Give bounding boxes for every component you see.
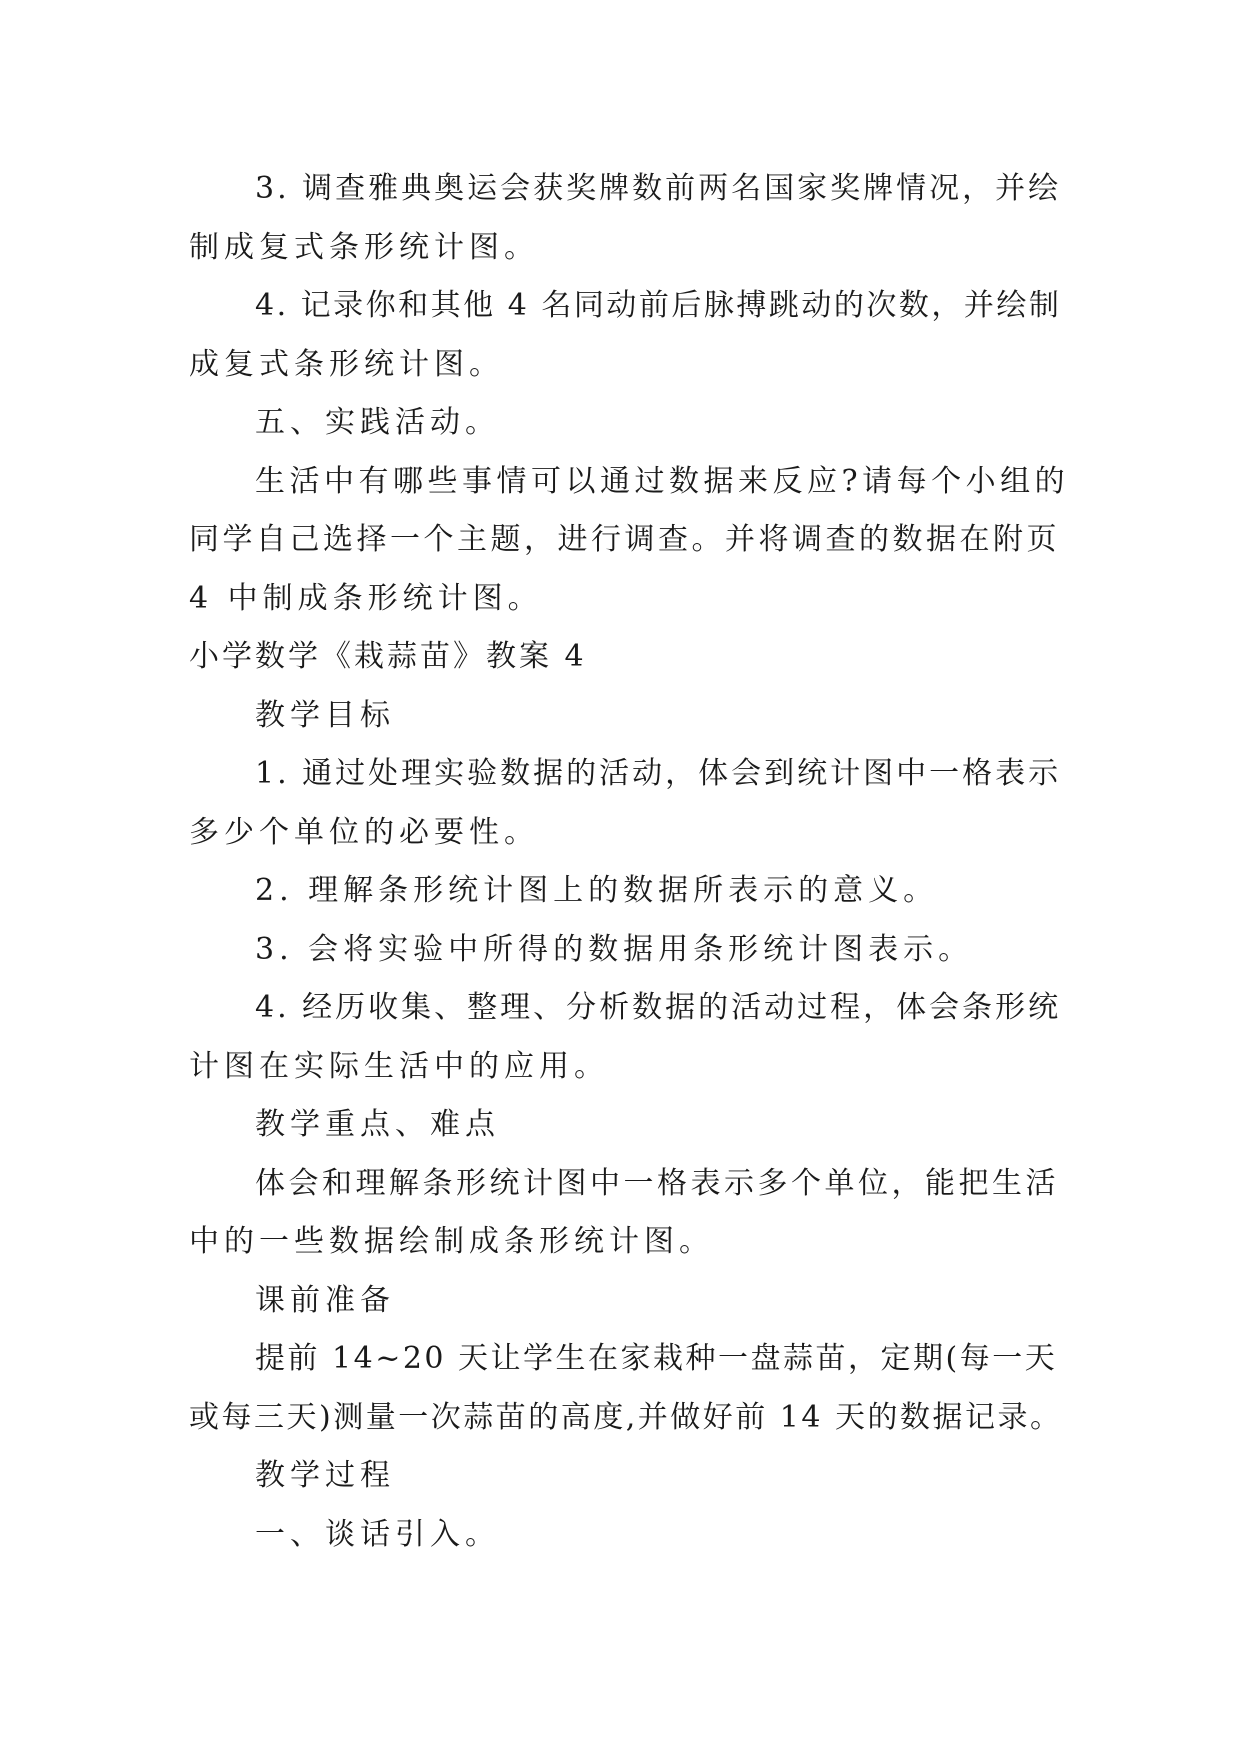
- line-2: 制成复式条形统计图。: [189, 229, 539, 265]
- line-6: 生活中有哪些事情可以通过数据来反应?请每个小组的: [255, 463, 1070, 499]
- line-22: 或每三天)测量一次蒜苗的高度,并做好前 14 天的数据记录。: [189, 1399, 1063, 1435]
- line-13: 2. 理解条形统计图上的数据所表示的意义。: [255, 873, 939, 908]
- heading-key-points: 教学重点、难点: [255, 1107, 500, 1142]
- line-11: 1. 通过处理实验数据的活动，体会到统计图中一格表示: [255, 756, 1062, 791]
- line-4: 成复式条形统计图。: [189, 346, 504, 382]
- lesson-title: 小学数学《栽蒜苗》教案 4: [189, 639, 587, 674]
- heading-teaching-process: 教学过程: [255, 1458, 395, 1493]
- line-7: 同学自己选择一个主题，进行调查。并将调查的数据在附页: [189, 522, 1060, 557]
- line-14: 3. 会将实验中所得的数据用条形统计图表示。: [255, 931, 974, 967]
- line-1: 3. 调查雅典奥运会获奖牌数前两名国家奖牌情况，并绘: [255, 171, 1062, 206]
- line-18: 体会和理解条形统计图中一格表示多个单位，能把生活: [255, 1165, 1059, 1201]
- heading-teaching-goals: 教学目标: [255, 697, 395, 733]
- line-19: 中的一些数据绘制成条形统计图。: [189, 1224, 714, 1259]
- line-12: 多少个单位的必要性。: [189, 814, 539, 850]
- line-16: 计图在实际生活中的应用。: [189, 1048, 609, 1084]
- heading-preparation: 课前准备: [255, 1282, 395, 1318]
- line-24: 一、谈话引入。: [255, 1516, 500, 1552]
- line-21: 提前 14~20 天让学生在家栽种一盘蒜苗，定期(每一天: [255, 1341, 1058, 1376]
- line-15: 4. 经历收集、整理、分析数据的活动过程，体会条形统: [255, 990, 1062, 1025]
- document-body: [189, 160, 1070, 1564]
- section-heading-practice: 五、实践活动。: [255, 405, 500, 440]
- line-8: 4 中制成条形统计图。: [189, 580, 543, 616]
- line-3: 4. 记录你和其他 4 名同动前后脉搏跳动的次数，并绘制: [255, 288, 1062, 323]
